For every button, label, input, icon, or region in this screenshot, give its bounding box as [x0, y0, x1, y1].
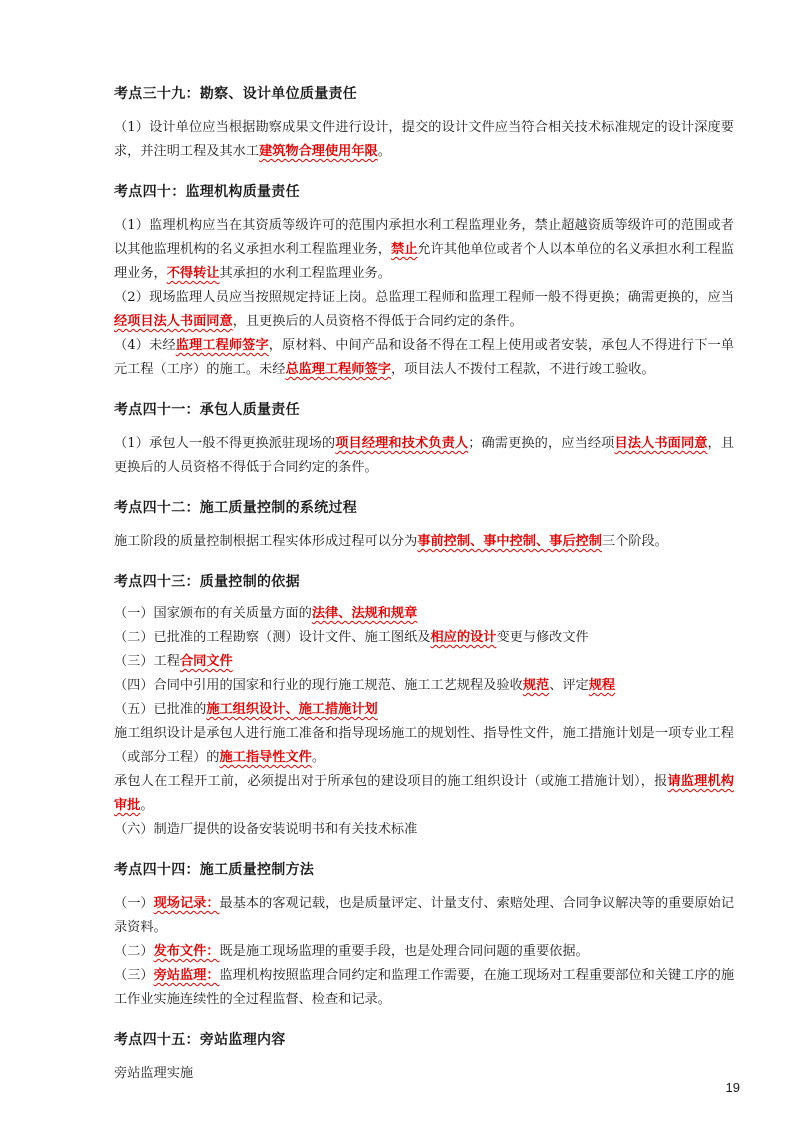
list-item: （二）发布文件：既是施工现场监理的重要手段，也是处理合同问题的重要依据。 [114, 944, 589, 959]
page-number: 19 [725, 1080, 740, 1095]
paragraph: （2）现场监理人员应当按照规定持证上岗。总监理工程师和监理工程师一般不得更换；确需更换的，应当经项目法人书面同意，且更换后的人员资格不得低于合同约定的条件。 [114, 290, 734, 329]
paragraph: （4）未经监理工程师签字，原材料、中间产品和设备不得在工程上使用或者安装，承包人不得进行下一单元工程（工序）的施工。未经总监理工程师签字，项目法人不拨付工程款，不进行竣工验收。 [114, 338, 735, 377]
heading-40: 考点四十：监理机构质量责任 [114, 184, 300, 200]
list-item: （四）合同中引用的国家和行业的现行施工规范、施工工艺规程及验收规范、评定规程 [114, 678, 616, 693]
paragraph: 施工组织设计是承包人进行施工准备和指导现场施工的规划性、指导性文件，施工措施计划是一项专业工程（或部分工程）的施工指导性文件。 [114, 726, 734, 765]
heading-45: 考点四十五：旁站监理内容 [114, 1032, 286, 1048]
heading-41: 考点四十一：承包人质量责任 [114, 402, 300, 418]
paragraph: 旁站监理实施 [114, 1066, 194, 1081]
list-item: （二）已批准的工程勘察（测）设计文件、施工图纸及相应的设计变更与修改文件 [114, 630, 589, 645]
document-body [114, 84, 734, 1086]
list-item: （一）国家颁布的有关质量方面的法律、法规和规章 [114, 606, 418, 621]
list-item: （一）现场记录：最基本的客观记载，也是质量评定、计量支付、索赔处理、合同争议解决等的重要原始记录资料。 [114, 896, 735, 935]
heading-42: 考点四十二：施工质量控制的系统过程 [114, 500, 358, 516]
paragraph: （1）承包人一般不得更换派驻现场的项目经理和技术负责人；确需更换的，应当经项目法人书面同意，且更换后的人员资格不得低于合同约定的条件。 [114, 436, 735, 475]
paragraph: 承包人在工程开工前，必须提出对于所承包的建设项目的施工组织设计（或施工措施计划），报请监理机构审批。 [114, 774, 734, 813]
list-item: （三）工程合同文件 [114, 654, 233, 669]
paragraph: 施工阶段的质量控制根据工程实体形成过程可以分为事前控制、事中控制、事后控制三个阶段。 [114, 534, 668, 549]
paragraph: （1）设计单位应当根据勘察成果文件进行设计，提交的设计文件应当符合相关技术标准规定的设计深度要求，并注明工程及其水工建筑物合理使用年限。 [114, 120, 734, 159]
list-item: （五）已批准的施工组织设计、施工措施计划 [114, 702, 378, 717]
heading-44: 考点四十四：施工质量控制方法 [114, 862, 315, 878]
list-item: （六）制造厂提供的设备安装说明书和有关技术标准 [114, 822, 418, 837]
heading-39: 考点三十九：勘察、设计单位质量责任 [114, 86, 358, 102]
list-item: （三）旁站监理：监理机构按照监理合同约定和监理工作需要，在施工现场对工程重要部位和关键工序的施工作业实施连续性的全过程监督、检查和记录。 [114, 968, 735, 1007]
paragraph: （1）监理机构应当在其资质等级许可的范围内承担水利工程监理业务，禁止超越资质等级许可的范围或者以其他监理机构的名义承担水利工程监理业务，禁止允许其他单位或者个人以本单位的名义承担水利工程监理业务，不得转让其承担的水利工程监理业务。 [114, 218, 735, 281]
heading-43: 考点四十三：质量控制的依据 [114, 574, 300, 590]
